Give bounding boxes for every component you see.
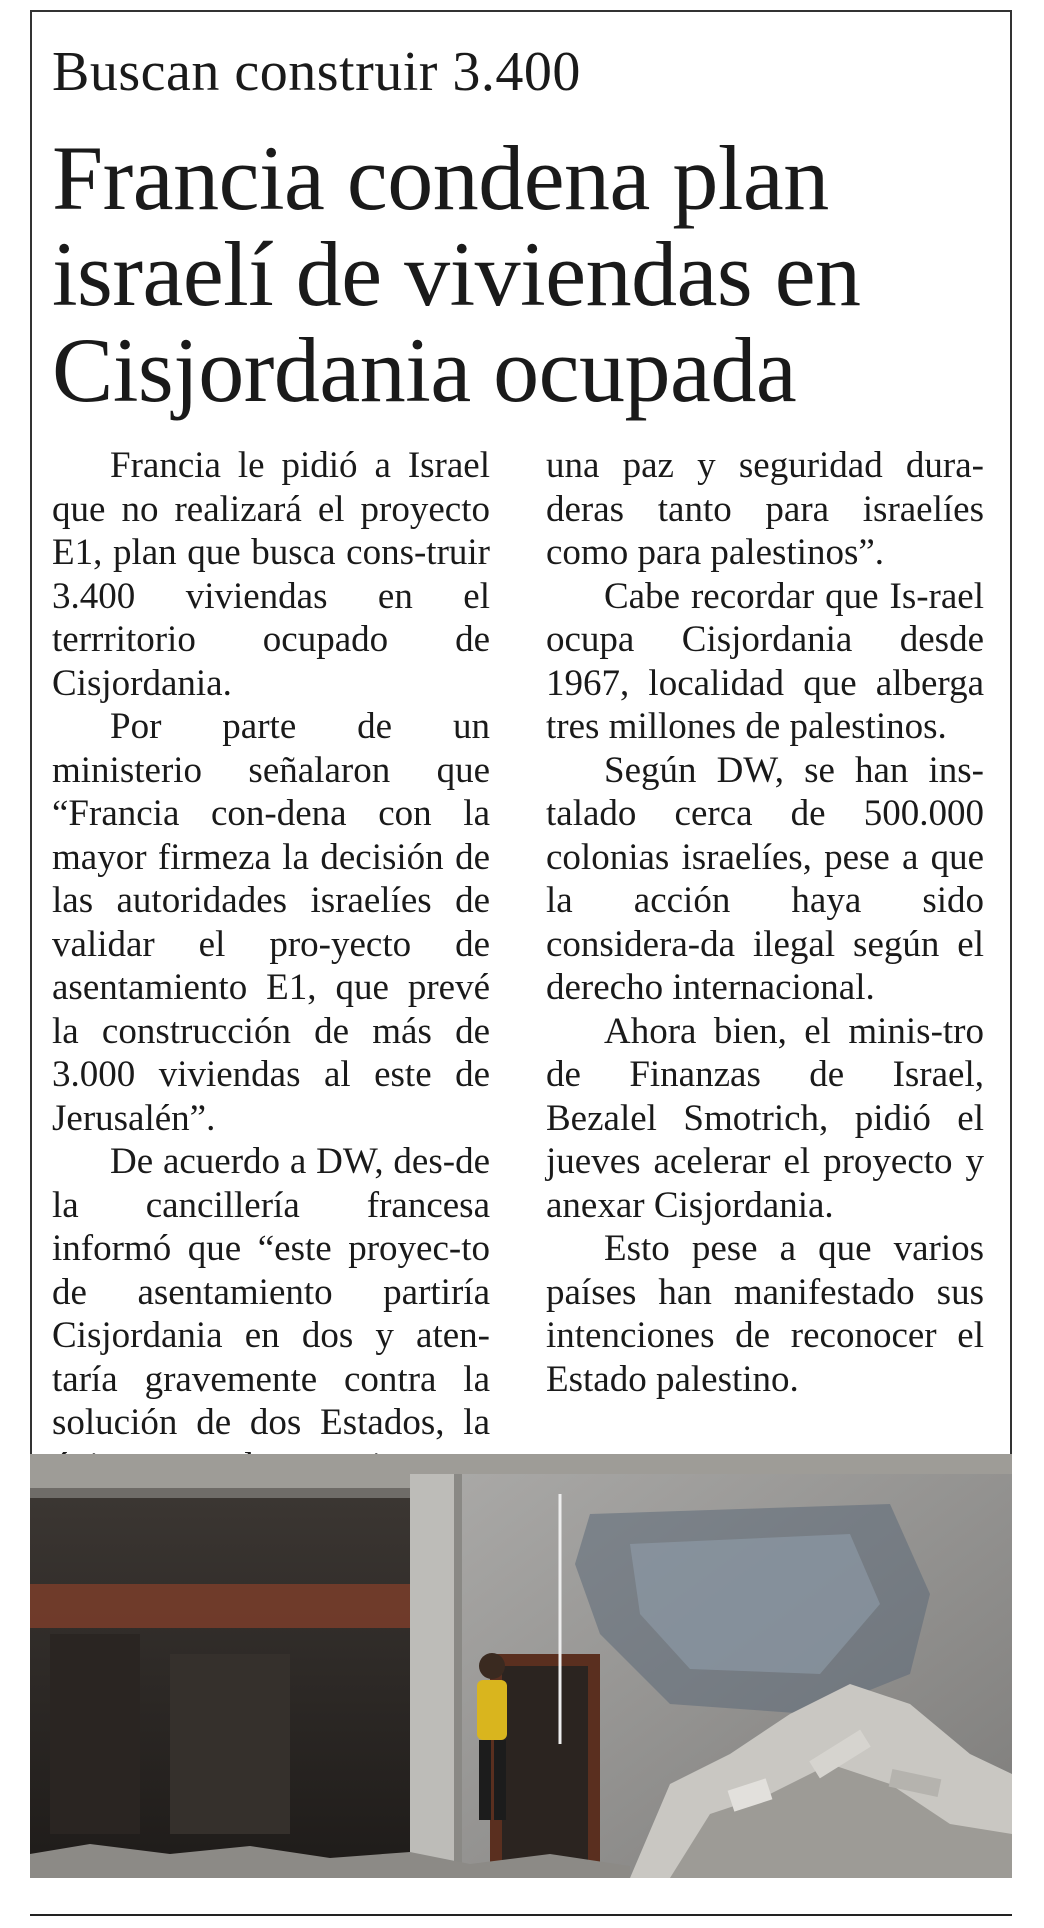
paragraph-right-4: Ahora bien, el minis-tro de Finanzas de Israel, Bezalel Smotrich, pidió el jueves acelerar el proyecto y anexar Cisjordania. — [546, 1010, 984, 1226]
article-kicker: Buscan construir 3.400 — [52, 41, 581, 103]
article-column-right — [546, 444, 984, 1401]
paragraph-right-2: Cabe recordar que Is-rael ocupa Cisjordania desde 1967, localidad que alberga tres millones de palestinos. — [546, 575, 984, 747]
article-column-left — [52, 444, 490, 1488]
headline-line-2: israelí de viviendas en — [52, 223, 861, 325]
headline-line-1: Francia condena plan — [52, 127, 829, 229]
headline-line-3: Cisjordania ocupada — [52, 319, 797, 421]
bottom-rule — [30, 1914, 1012, 1916]
article-headline — [52, 127, 972, 421]
paragraph-left-3: De acuerdo a DW, des-de la cancillería francesa informó que “este proyec-to de asentamiento partiría Cisjordania en dos y aten-taría gravemente contra la solución de dos Estados, la — [52, 1141, 490, 1443]
paragraph-left-1: Francia le pidió a Israel que no realizará el proyecto E1, plan que busca cons-truir 3.400 viviendas en el terrritorio ocupado de Cisjordania. — [52, 445, 490, 704]
paragraph-left-2: Por parte de un ministerio señalaron que “Francia con-dena con la mayor firmeza la decisión de las autoridades israelíes de validar el pro-yecto de asentamiento E1, que prevé la construcción de más de 3.000 viviendas al este de Jerusalén”. — [52, 706, 490, 1139]
paragraph-right-3: Según DW, se han ins-talado cerca de 500.000 colonias israelíes, pese a que la acción haya sido considera-da ilegal según el derecho internacional. — [546, 749, 984, 1008]
paragraph-right-5: Esto pese a que varios países han manifestado sus intenciones de reconocer el Estado palestino. — [546, 1228, 984, 1400]
news-photo — [30, 1454, 1012, 1878]
paragraph-right-1: una paz y seguridad dura-deras tanto para israelíes como para palestinos”. — [546, 445, 984, 573]
